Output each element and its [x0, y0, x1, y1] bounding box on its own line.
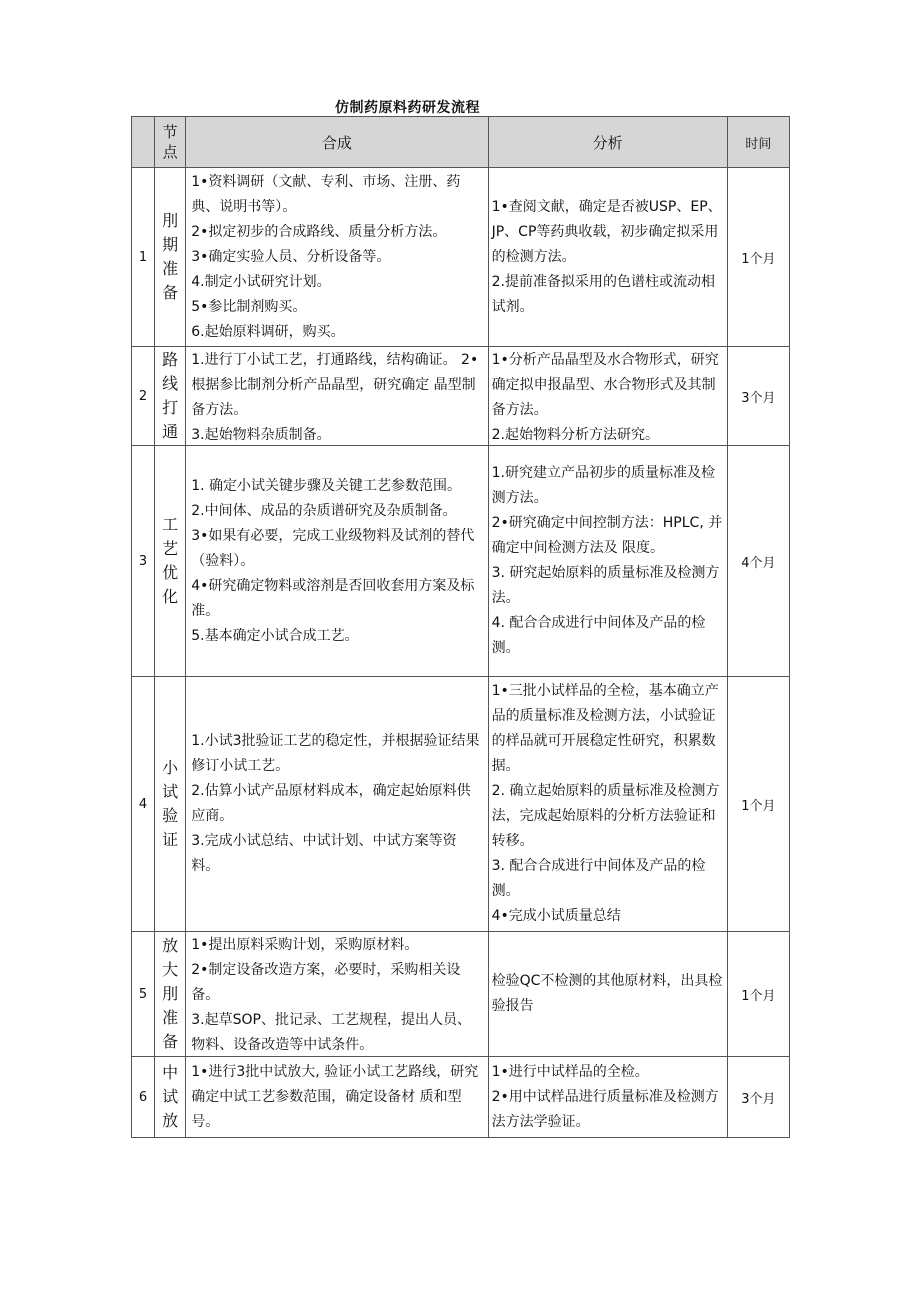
header-number: [132, 117, 155, 168]
synthesis-step: 1•提出原料采购计划，采购原材料。: [191, 937, 419, 953]
row-number: 6: [132, 1057, 155, 1138]
analysis-step: 3. 配合合成进行中间体及产品的检测。: [491, 858, 706, 899]
row-duration: 3个月: [727, 1057, 789, 1138]
synthesis-step: 2•制定设备改造方案，必要时，采购相关设备。: [191, 962, 461, 1003]
synthesis-step: 1•进行3批中试放大, 验证小试工艺路线，研究确定中试工艺参数范围，确定设备材 质和型号。: [191, 1063, 479, 1130]
table-row: [132, 168, 790, 347]
synthesis-step: 4•研究确定物料或溶剂是否回收套用方案及标准。: [191, 577, 475, 619]
row-analysis: [488, 1057, 727, 1138]
synthesis-step: 3.起草SOP、批记录、工艺规程，提出人员、物料、设备改造等中试条件。: [191, 1012, 471, 1053]
node-label: 路线打通: [162, 350, 179, 441]
synthesis-step: 4.制定小试研究计划。: [191, 273, 331, 290]
row-number: 3: [132, 446, 155, 677]
analysis-step: 3. 研究起始原料的质量标准及检测方法。: [491, 565, 720, 606]
row-node: [155, 446, 186, 677]
node-label: 刖期准备: [162, 211, 179, 302]
row-synthesis: [186, 1057, 488, 1138]
header-node: 节点: [155, 117, 186, 168]
analysis-step: 1•分析产品晶型及水合物形式，研究确定拟申报晶型、水合物形式及其制备方法。: [491, 352, 719, 418]
row-node: [155, 932, 186, 1057]
table-row: [132, 932, 790, 1057]
table-row: [132, 1057, 790, 1138]
synthesis-step: 1•资料调研（文献、专利、市场、注册、药典、说明书等）。: [191, 173, 461, 215]
analysis-step: 检验QC不检测的其他原材料，出具检验报告: [491, 973, 723, 1014]
row-analysis: [488, 446, 727, 677]
synthesis-step: 3.起始物料杂质制备。: [191, 427, 331, 443]
row-analysis: [488, 347, 727, 446]
synthesis-step: 2•拟定初步的合成路线、质量分析方法。: [191, 223, 447, 240]
row-analysis: [488, 168, 727, 347]
document-title: 仿制药原料药研发流程: [335, 100, 480, 116]
analysis-step: 4•完成小试质量总结: [491, 908, 621, 924]
synthesis-step: 1.小试3批验证工艺的稳定性，并根据验证结果修订小试工艺。: [191, 733, 480, 774]
synthesis-step: 6.起始原料调研，购买。: [191, 323, 345, 340]
row-number: 2: [132, 347, 155, 446]
synthesis-step: 2.估算小试产品原材料成本，确定起始原料供应商。: [191, 783, 471, 824]
node-label: 工艺优化: [162, 515, 179, 606]
analysis-step: 2•用中试样品进行质量标准及检测方法方法学验证。: [491, 1088, 719, 1130]
synthesis-step: 3•如果有必要，完成工业级物料及试剂的替代（验料）。: [191, 527, 475, 569]
analysis-step: 1•进行中试样品的全检。: [491, 1063, 649, 1080]
row-duration: 1个月: [727, 168, 789, 347]
row-analysis: [488, 932, 727, 1057]
row-synthesis: [186, 932, 488, 1057]
analysis-step: 4. 配合合成进行中间体及产品的检测。: [491, 615, 706, 656]
analysis-step: 2.提前准备拟采用的色谱柱或流动相试剂。: [491, 273, 715, 315]
row-node: [155, 677, 186, 932]
node-label: 放大刖准备: [162, 936, 179, 1051]
row-synthesis: [186, 446, 488, 677]
table-header-row: [132, 117, 790, 168]
synthesis-step: 5.基本确定小试合成工艺。: [191, 627, 359, 644]
analysis-step: 1.研究建立产品初步的质量标准及检测方法。: [491, 465, 715, 506]
analysis-step: 2•研究确定中间控制方法：HPLC, 并确定中间检测方法及 限度。: [491, 515, 723, 556]
row-node: [155, 1057, 186, 1138]
row-duration: 4个月: [727, 446, 789, 677]
row-duration: 1个月: [727, 932, 789, 1057]
rnd-process-table: [131, 116, 790, 1138]
node-label: 小试验证: [162, 758, 179, 849]
analysis-step: 1•查阅文献，确定是否被USP、EP、JP、CP等药典收载，初步确定拟采用的检测方法。: [491, 198, 722, 265]
row-synthesis: [186, 168, 488, 347]
node-label: 中试放: [162, 1063, 179, 1130]
row-node: [155, 168, 186, 347]
row-analysis: [488, 677, 727, 932]
analysis-step: 1•三批小试样品的全检，基本确立产品的质量标准及检测方法，小试验证的样品就可开展稳定性研究，积累数据。: [491, 683, 719, 774]
row-number: 4: [132, 677, 155, 932]
row-node: [155, 347, 186, 446]
analysis-step: 2.起始物料分析方法研究。: [491, 427, 659, 443]
row-number: 5: [132, 932, 155, 1057]
row-synthesis: [186, 677, 488, 932]
synthesis-step: 5•参比制剂购买。: [191, 298, 307, 315]
synthesis-step: 3•确定实验人员、分析设备等。: [191, 248, 391, 265]
synthesis-step: 3.完成小试总结、中试计划、中试方案等资料。: [191, 833, 457, 874]
table-row: [132, 677, 790, 932]
header-analysis: 分析: [488, 117, 727, 168]
header-synthesis: 合成: [186, 117, 488, 168]
table-row: [132, 347, 790, 446]
row-duration: 3个月: [727, 347, 789, 446]
header-time: 时间: [727, 117, 789, 168]
row-number: 1: [132, 168, 155, 347]
synthesis-step: 1. 确定小试关键步骤及关键工艺参数范围。: [191, 477, 462, 494]
synthesis-step: 2.中间体、成品的杂质谱研究及杂质制备。: [191, 502, 457, 519]
row-duration: 1个月: [727, 677, 789, 932]
synthesis-step: 1.进行丁小试工艺，打通路线，结构确证。 2•根据参比制剂分析产品晶型，研究确定 晶型制备方法。: [191, 352, 479, 418]
row-synthesis: [186, 347, 488, 446]
analysis-step: 2. 确立起始原料的质量标准及检测方法，完成起始原料的分析方法验证和转移。: [491, 783, 720, 849]
table-row: [132, 446, 790, 677]
